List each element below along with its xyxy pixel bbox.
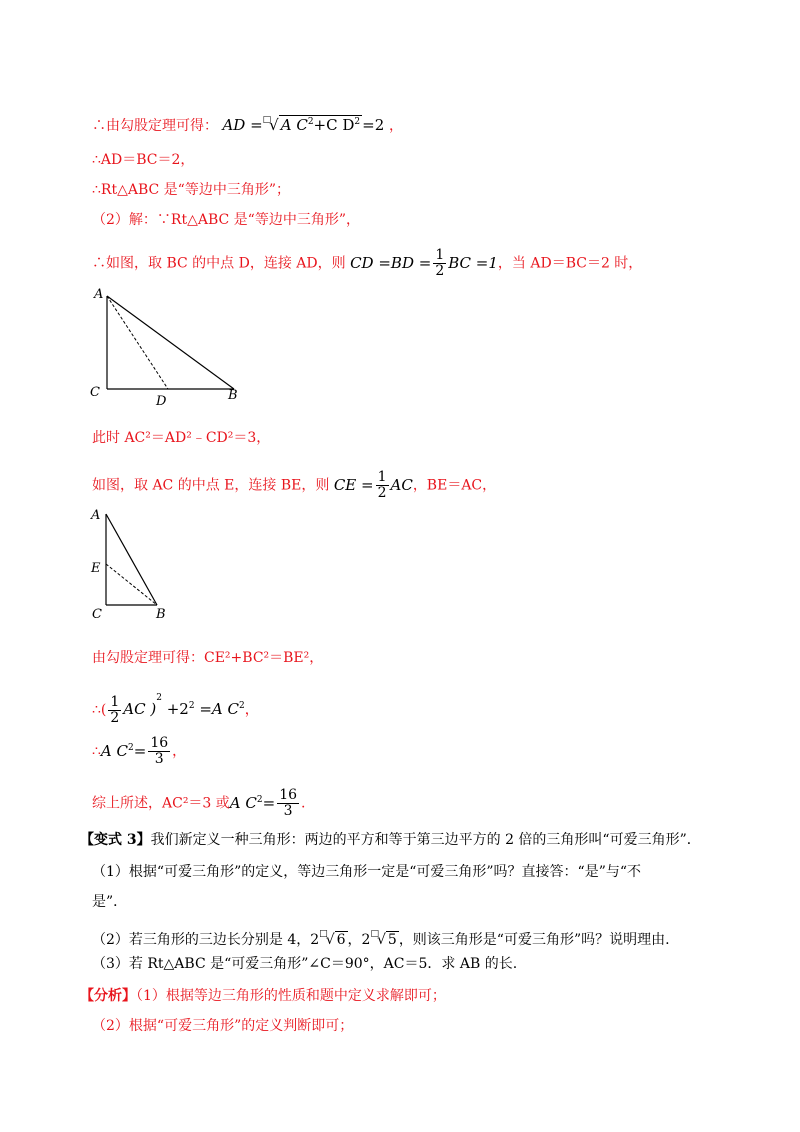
math-var: AD: [222, 116, 246, 134]
line-q3: [92, 954, 517, 974]
fraction-denominator: 3: [283, 803, 293, 819]
line-variant-3: [80, 830, 701, 850]
text: 综上所述，AC²＝3 或: [92, 795, 230, 812]
math-var: CD =BD =: [350, 253, 432, 272]
text: ∴(: [92, 702, 107, 718]
fraction: [148, 736, 170, 767]
fraction-numerator: 16: [279, 787, 298, 803]
math-eq: =: [262, 793, 276, 812]
fraction-numerator: 1: [435, 247, 445, 263]
text: （2）解：∵Rt△ABC 是“等边中三角形”，: [92, 212, 360, 228]
line-midpoint-e: [92, 470, 496, 501]
line-ac-squared-3: [92, 428, 270, 448]
text: ∴AD＝BC＝2，: [92, 152, 195, 168]
text: ，: [244, 702, 259, 718]
fraction-denominator: 2: [435, 263, 445, 279]
radical-index: □: [370, 929, 379, 939]
line-ac-squared-16-3: [92, 736, 186, 767]
math-var: +2: [161, 700, 189, 718]
line-ad-pythagoras: [92, 110, 403, 136]
label-b: B: [156, 607, 166, 622]
line-pythagoras-ce: [92, 648, 323, 668]
fraction-denominator: 2: [110, 709, 120, 726]
text: ，: [172, 743, 187, 760]
text: ，则该三角形是“可爱三角形”吗？说明理由.: [398, 932, 670, 948]
line-analysis: [80, 986, 446, 1006]
fraction: [277, 788, 299, 819]
math-var: +C D: [313, 116, 355, 134]
text: 是”．: [92, 894, 128, 910]
line-midpoint-d: [92, 248, 642, 279]
text: ，2: [347, 932, 371, 948]
fraction-numerator: 1: [377, 469, 387, 485]
line-analysis-2: [92, 1016, 353, 1036]
fraction: [376, 470, 389, 501]
math-expr: [350, 247, 498, 279]
text: ，当 AD＝BC＝2 时，: [497, 255, 643, 272]
text: ∴: [92, 743, 101, 760]
text: ，: [389, 118, 404, 134]
text: （3）若 Rt△ABC 是“可爱三角形”∠C＝90°，AC＝5．求 AB 的长.: [92, 956, 518, 972]
math-var: AC ): [123, 700, 157, 718]
label-b: B: [228, 388, 238, 403]
radical-body: 5: [387, 932, 397, 948]
triangle-figure-1: [88, 284, 268, 408]
radical-body: 6: [336, 932, 346, 948]
text: ，BE＝AC，: [412, 477, 497, 494]
text: 我们新定义一种三角形：两边的平方和等于第三边平方的 2 倍的三角形叫“可爱三角形”．: [150, 832, 701, 848]
radical-index: □: [262, 115, 272, 125]
fraction-numerator: 1: [110, 693, 120, 710]
math-expr: A $C^2=$ $\frac{16}{3}$: [229, 787, 298, 819]
math-var: CE =: [333, 475, 374, 494]
text: （2）根据“可爱三角形”的定义判断即可；: [92, 1018, 354, 1034]
line-q2: （2）若三角形的三边长分别是 4，2□√ 6 ，2□√ 5 ，则该三角形是“可爱三角形”吗？说明理由.: [92, 929, 670, 948]
math-var: =A C: [194, 700, 240, 718]
radical-body: A $C^2+C$ $D^2$: [280, 116, 361, 134]
line-summary: [92, 788, 305, 819]
math-expr: [333, 469, 413, 501]
text: ∴如图，取 BC 的中点 D，连接 AD，则: [92, 255, 346, 272]
math-expr: A $C^2=$ $\frac{16}{3}$: [100, 735, 169, 767]
triangle-figure-2: [88, 504, 188, 622]
radical-index: □: [319, 929, 328, 939]
math-expr: $\frac{1}{2}$ AC )$^2 +2^2 =A$ $C^2$: [110, 693, 245, 726]
text: （1）根据等边三角形的性质和题中定义求解即可；: [136, 988, 446, 1004]
text: （1）根据“可爱三角形”的定义，等边三角形一定是“可爱三角形”吗？直接答：“是”与“不: [92, 864, 642, 880]
text: .: [301, 795, 306, 812]
text: （2）若三角形的三边长分别是 4，2: [92, 932, 320, 948]
text: 此时 AC²＝AD²﹣CD²＝3，: [92, 430, 271, 446]
line-q1: [92, 862, 641, 882]
fraction-numerator: 16: [150, 735, 169, 751]
text: 由勾股定理可得：CE²+BC²＝BE²，: [92, 650, 324, 666]
math-eq: =: [133, 741, 147, 760]
math-var: A C: [100, 741, 128, 760]
line-ad-eq-bc: [92, 150, 194, 170]
math-eq: =2: [362, 116, 385, 134]
variant-tag: 【变式 3】: [80, 832, 151, 848]
fraction: [108, 695, 121, 726]
analysis-tag: 【分析】: [80, 988, 136, 1004]
text: ∴Rt△ABC 是“等边中三角形”；: [92, 182, 290, 198]
line-q1-cont: [92, 892, 127, 912]
line-conclusion-1: [92, 180, 290, 200]
label-d: D: [156, 394, 167, 408]
line-part2-start: [92, 210, 360, 230]
label-c: C: [92, 607, 102, 622]
label-a: A: [94, 287, 104, 302]
text: ∴由勾股定理可得：: [92, 118, 218, 134]
label-e: E: [91, 561, 101, 576]
fraction-denominator: 2: [377, 485, 387, 501]
math-var: BC =1: [448, 253, 498, 272]
label-a: A: [91, 508, 101, 523]
text: 如图，取 AC 的中点 E，连接 BE，则: [92, 477, 330, 494]
fraction: [433, 248, 446, 279]
math-expr: AD =□√ A $C^2+C$ $D^2 =2$: [222, 115, 385, 134]
label-c: C: [90, 385, 100, 400]
math-var: A C: [280, 116, 308, 134]
math-var: A C: [229, 793, 257, 812]
math-var: AC: [390, 475, 413, 494]
line-equation-half-ac: [92, 688, 259, 726]
fraction-denominator: 3: [154, 751, 164, 767]
